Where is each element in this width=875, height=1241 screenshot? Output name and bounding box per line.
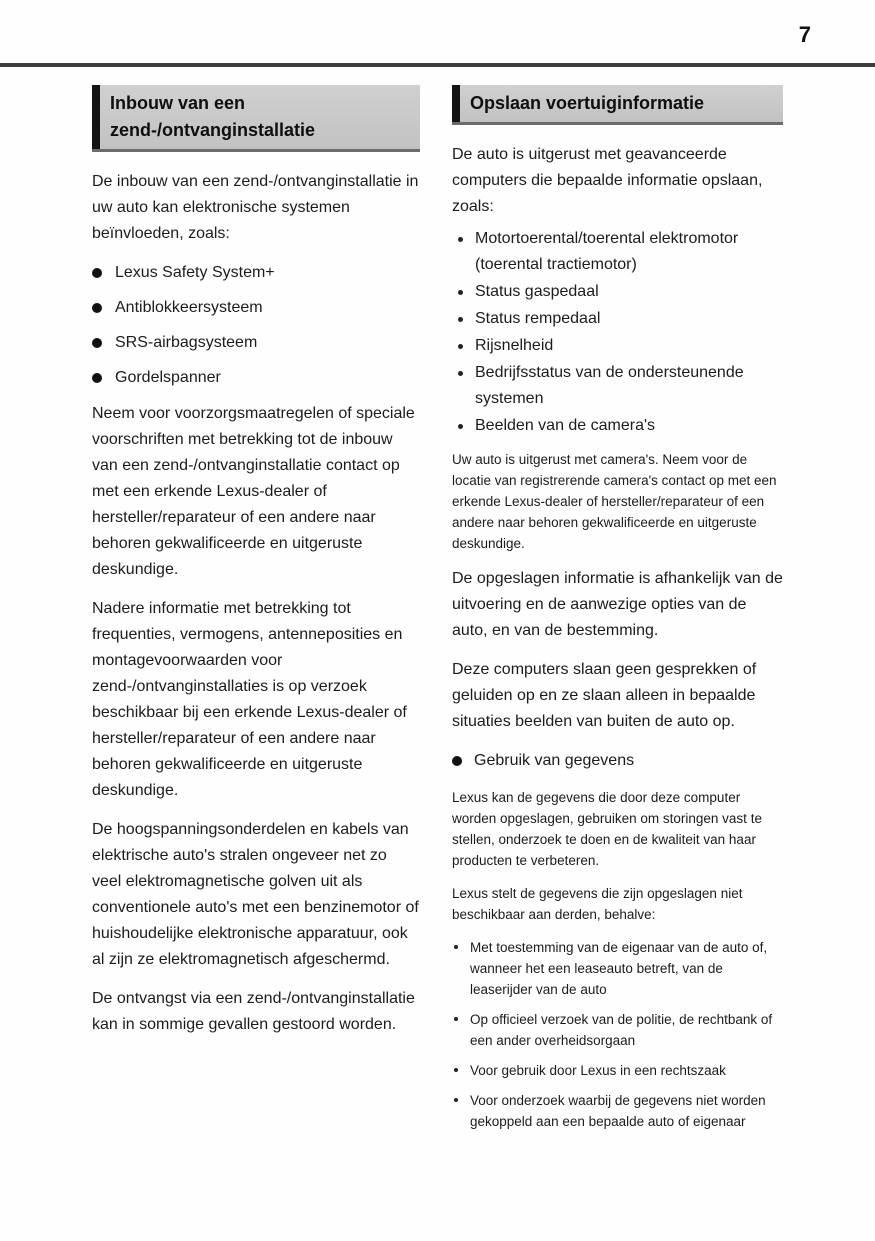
list-item (452, 333, 783, 359)
list-item-label: Voor onderzoek waarbij de gegevens niet worden gekoppeld aan een bepaalde auto of eigenaar (470, 1093, 766, 1129)
camera-note: Uw auto is uitgerust met camera's. Neem voor de locatie van registrerende camera's contact op met een erkende Lexus-dealer of hersteller/reparateur of een andere naar behoren gekwalificeerde en uitgeruste deskundige. (452, 452, 777, 551)
section-header-transmitter (92, 85, 420, 152)
dot-icon (458, 237, 463, 242)
paragraph: Nadere informatie met betrekking tot frequenties, vermogens, antenneposities en montagevoorwaarden voor zend-/ontvanginstallaties is op verzoek beschikbaar bij een erkende Lexus-dealer of hersteller/reparateur of een andere naar behoren gekwalificeerde en uitgeruste deskundige. (92, 600, 407, 799)
bullet-icon (92, 373, 102, 383)
list-item (92, 365, 420, 391)
affected-systems-list (92, 260, 420, 391)
list-item (92, 295, 420, 321)
list-item-label: Beelden van de camera's (475, 417, 656, 434)
list-item (92, 330, 420, 356)
list-item-label: Status rempedaal (475, 310, 601, 327)
header-rule (0, 63, 875, 67)
list-item (452, 360, 783, 412)
list-item-label: Op officieel verzoek van de politie, de rechtbank of een ander overheidsorgaan (470, 1012, 773, 1048)
list-item-label: Gordelspanner (115, 369, 221, 386)
list-item (452, 937, 783, 1000)
list-item (452, 279, 783, 305)
bullet-icon (92, 338, 102, 348)
list-item (452, 413, 783, 439)
list-item (452, 1009, 783, 1051)
dot-icon (454, 945, 458, 949)
paragraph: Lexus stelt de gegevens die zijn opgeslagen niet beschikbaar aan derden, behalve: (452, 886, 743, 922)
dot-icon (454, 1098, 458, 1102)
paragraph: Deze computers slaan geen gesprekken of geluiden op en ze slaan alleen in bepaalde situaties beelden van buiten de auto op. (452, 661, 757, 730)
list-item-label: Antiblokkeersysteem (115, 299, 263, 316)
bullet-icon (92, 268, 102, 278)
page-number: 7 (798, 22, 811, 47)
list-item-label: Motortoerental/toerental elektromotor (toerental tractiemotor) (475, 230, 739, 273)
content-columns (92, 85, 783, 1142)
list-item (452, 1060, 783, 1081)
paragraph: De hoogspanningsonderdelen en kabels van elektrische auto's stralen ongeveer net zo veel elektromagnetische golven uit als conventionele auto's met een benzinemotor of huishoudelijke elektronische apparatuur, ook al zijn ze elektromagnetisch afgeschermd. (92, 821, 419, 968)
list-item (92, 260, 420, 286)
list-item (452, 306, 783, 332)
bullet-icon (452, 756, 462, 766)
list-item-label: Met toestemming van de eigenaar van de auto of, wanneer het een leaseauto betreft, van de leaserijder van de auto (470, 940, 768, 997)
list-item-label: Voor gebruik door Lexus in een rechtszaak (470, 1063, 726, 1078)
usage-exceptions-list (452, 937, 783, 1132)
list-item (452, 226, 783, 278)
list-item-label: Bedrijfsstatus van de ondersteunende systemen (475, 364, 744, 407)
list-item-label: Rijsnelheid (475, 337, 554, 354)
left-column (92, 85, 420, 1142)
list-item (452, 1090, 783, 1132)
dot-icon (458, 424, 463, 429)
section-title: Opslaan voertuiginformatie (470, 93, 705, 113)
dot-icon (458, 317, 463, 322)
section-title: Inbouw van een zend-/ontvanginstallatie (110, 93, 316, 140)
paragraph: Neem voor voorzorgsmaatregelen of speciale voorschriften met betrekking tot de inbouw van een zend-/ontvanginstallatie contact op met een erkende Lexus-dealer of hersteller/reparateur of een andere naar behoren gekwalificeerde en uitgeruste deskundige. (92, 405, 415, 578)
paragraph: De auto is uitgerust met geavanceerde computers die bepaalde informatie opslaan, zoals: (452, 146, 763, 215)
paragraph: De ontvangst via een zend-/ontvanginstallatie kan in sommige gevallen gestoord worden. (92, 990, 415, 1033)
paragraph: De opgeslagen informatie is afhankelijk van de uitvoering en de aanwezige opties van de auto, en van de bestemming. (452, 570, 783, 639)
dot-icon (458, 344, 463, 349)
usage-heading (452, 748, 783, 774)
usage-heading-label: Gebruik van gegevens (474, 752, 635, 769)
dot-icon (458, 371, 463, 376)
dot-icon (454, 1017, 458, 1021)
heading-accent-bar (452, 85, 460, 122)
heading-accent-bar (92, 85, 100, 149)
list-item-label: Status gaspedaal (475, 283, 599, 300)
section-header-vehicle-data (452, 85, 783, 125)
list-item-label: SRS-airbagsysteem (115, 334, 258, 351)
paragraph: Lexus kan de gegevens die door deze computer worden opgeslagen, gebruiken om storingen vast te stellen, onderzoek te doen en de kwaliteit van haar producten te verbeteren. (452, 790, 762, 868)
dot-icon (458, 290, 463, 295)
paragraph: De inbouw van een zend-/ontvanginstallatie in uw auto kan elektronische systemen beïnvloeden, zoals: (92, 173, 419, 242)
stored-data-list (452, 226, 783, 439)
bullet-icon (92, 303, 102, 313)
list-item-label: Lexus Safety System+ (115, 264, 275, 281)
dot-icon (454, 1068, 458, 1072)
right-column (452, 85, 783, 1142)
